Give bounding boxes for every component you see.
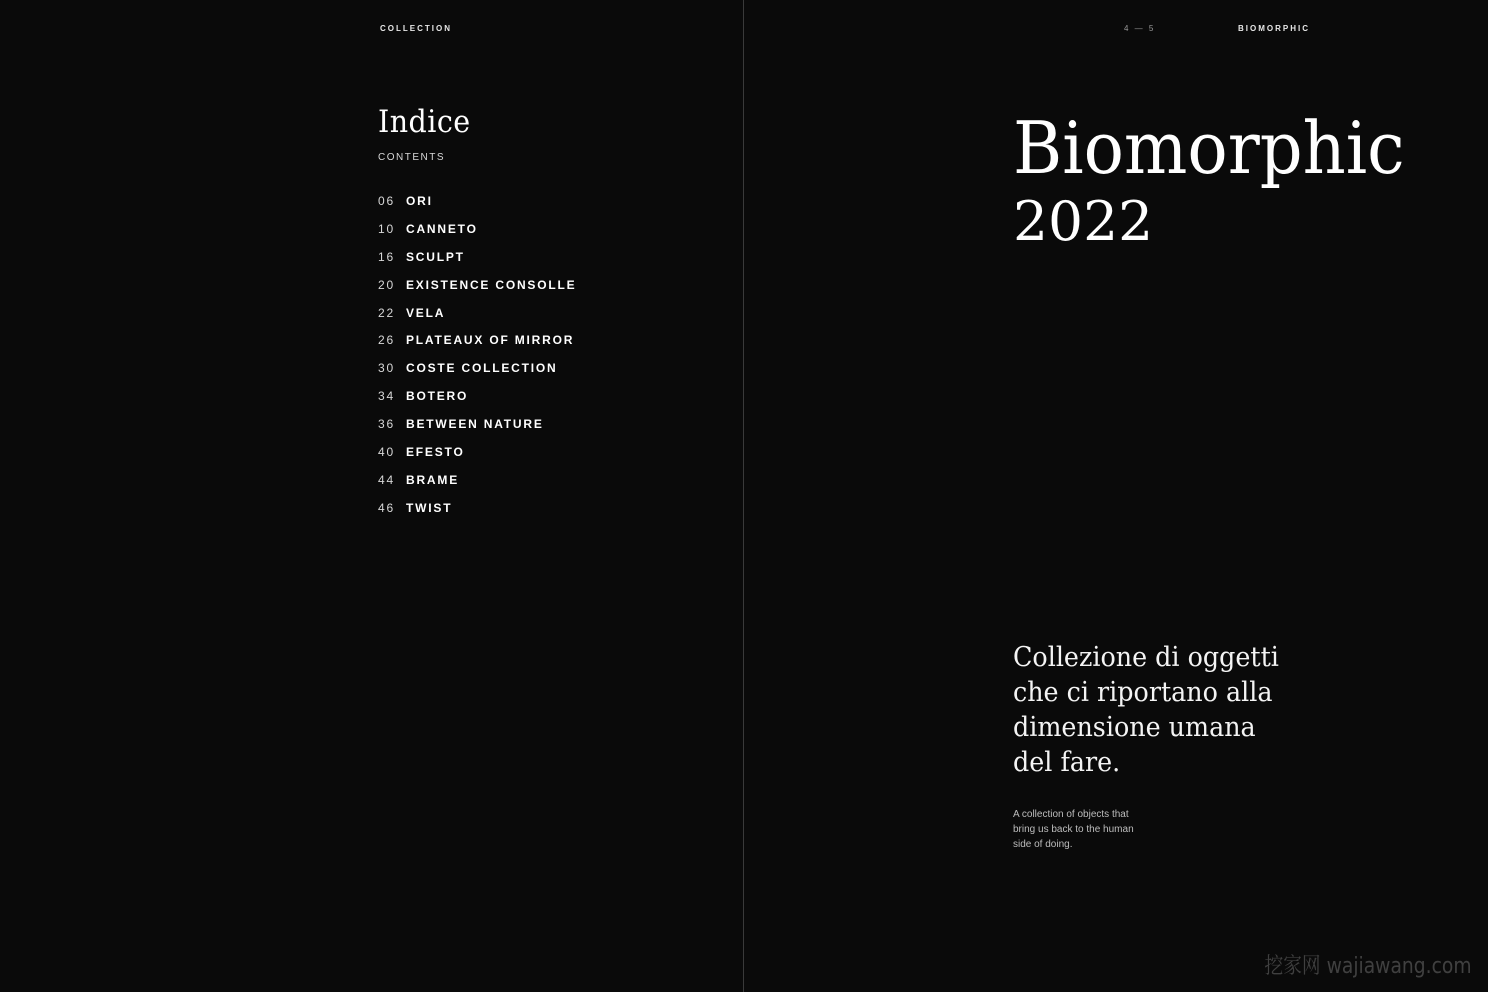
description: [1013, 807, 1173, 852]
tagline-line: del fare.: [1013, 747, 1121, 778]
tagline-line: dimensione umana: [1013, 712, 1256, 743]
running-head-collection: COLLECTION: [380, 24, 452, 33]
toc-label: SCULPT: [406, 249, 465, 264]
toc-item-efesto[interactable]: [378, 445, 576, 473]
toc-page-number: 10: [378, 221, 395, 236]
toc-item-ori[interactable]: [378, 194, 576, 222]
page-numbers: 4 — 5: [1124, 24, 1156, 33]
toc-label: VELA: [406, 305, 446, 320]
toc-page-number: 22: [378, 305, 395, 320]
toc-page-number: 34: [378, 389, 395, 404]
description-line: A collection of objects that: [1013, 809, 1129, 820]
right-page: [745, 0, 1488, 992]
toc-label: COSTE COLLECTION: [406, 361, 558, 376]
toc-item-vela[interactable]: [378, 306, 576, 334]
collection-title: Biomorphic: [1013, 106, 1405, 190]
toc-item-coste-collection[interactable]: [378, 361, 576, 389]
description-line: bring us back to the human: [1013, 824, 1134, 835]
toc-item-botero[interactable]: [378, 389, 576, 417]
toc-item-twist[interactable]: [378, 501, 576, 529]
toc-page-number: 30: [378, 361, 395, 376]
description-line: side of doing.: [1013, 839, 1073, 850]
running-head-biomorphic: BIOMORPHIC: [1238, 24, 1310, 33]
toc-page-number: 44: [378, 472, 395, 487]
toc-page-number: 40: [378, 445, 395, 460]
toc-title: Indice: [378, 104, 471, 140]
toc-page-number: 06: [378, 194, 395, 208]
toc-item-between-nature[interactable]: [378, 417, 576, 445]
toc-label: BOTERO: [406, 389, 469, 404]
toc-label: BETWEEN NATURE: [406, 417, 544, 432]
table-of-contents: [378, 194, 576, 529]
toc-label: CANNETO: [406, 221, 478, 236]
toc-page-number: 26: [378, 333, 395, 348]
toc-page-number: 16: [378, 249, 395, 264]
collection-year: 2022: [1013, 190, 1154, 253]
toc-label: BRAME: [406, 472, 459, 487]
toc-item-plateaux-of-mirror[interactable]: [378, 333, 576, 361]
toc-item-canneto[interactable]: [378, 222, 576, 250]
watermark: 挖家网 wajiawang.com: [1264, 954, 1472, 979]
tagline-line: che ci riportano alla: [1013, 677, 1273, 708]
tagline-line: Collezione di oggetti: [1013, 642, 1279, 673]
toc-item-existence-consolle[interactable]: [378, 278, 576, 306]
toc-label: ORI: [406, 194, 433, 208]
toc-label: EFESTO: [406, 445, 465, 460]
toc-page-number: 36: [378, 417, 395, 432]
toc-item-sculpt[interactable]: [378, 250, 576, 278]
toc-page-number: 46: [378, 500, 395, 515]
toc-label: PLATEAUX OF MIRROR: [406, 333, 575, 348]
toc-page-number: 20: [378, 277, 395, 292]
toc-label: EXISTENCE CONSOLLE: [406, 277, 577, 292]
toc-label: TWIST: [406, 500, 453, 515]
tagline: [1013, 640, 1314, 780]
toc-subtitle: CONTENTS: [378, 152, 445, 163]
toc-item-brame[interactable]: [378, 473, 576, 501]
